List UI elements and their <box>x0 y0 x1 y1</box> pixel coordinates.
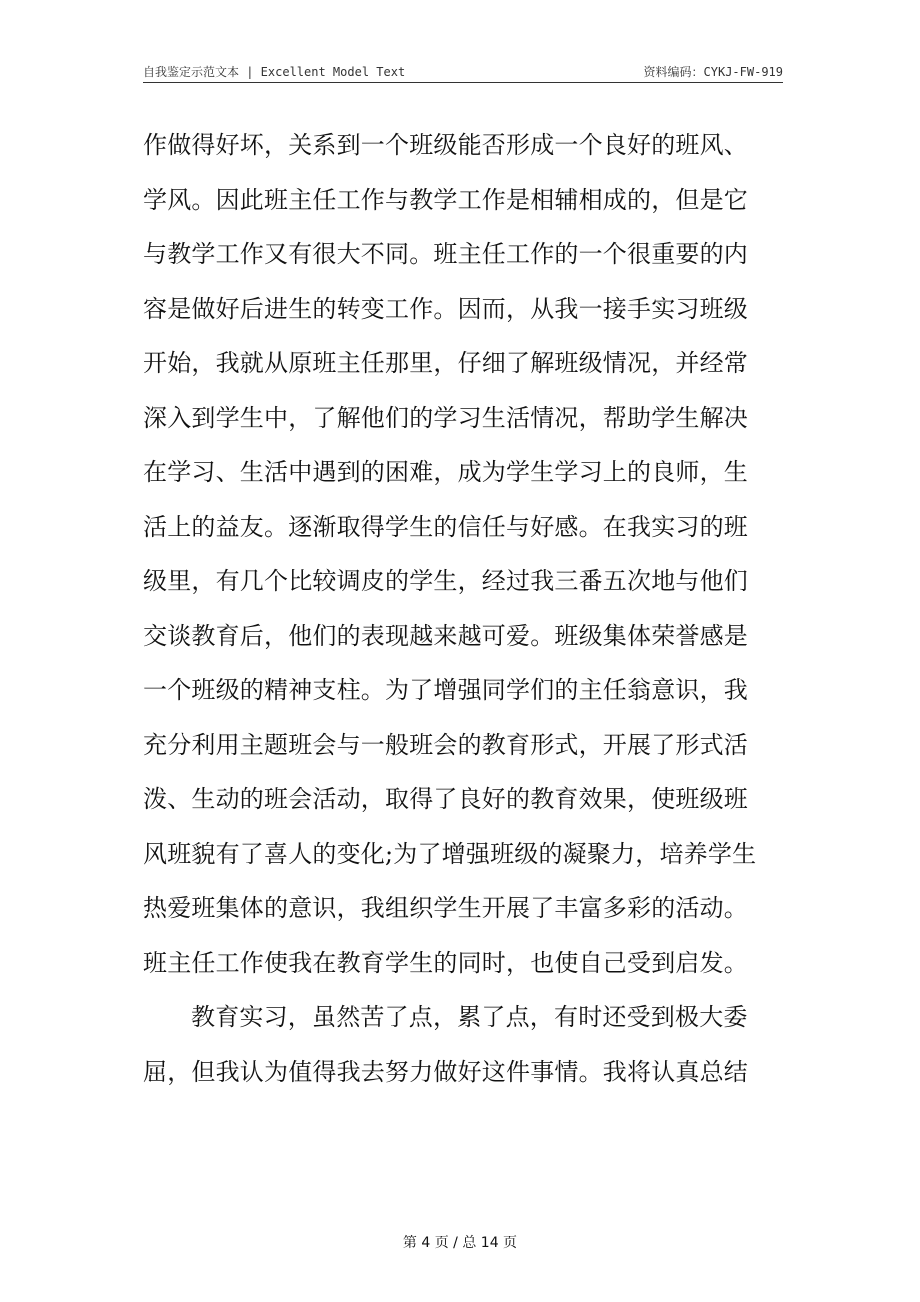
body-line: 热爱班集体的意识，我组织学生开展了丰富多彩的活动。 <box>143 894 748 922</box>
page-number: 第 4 页 / 总 14 页 <box>402 1235 518 1251</box>
body-line: 班主任工作使我在教育学生的同时，也使自己受到启发。 <box>143 948 748 977</box>
body-line: 学风。因此班主任工作与教学工作是相辅相成的，但是它 <box>143 185 748 214</box>
body-line: 泼、生动的班会活动，取得了良好的教育效果，使班级班 <box>143 785 748 813</box>
body-line: 容是做好后进生的转变工作。因而，从我一接手实习班级 <box>143 294 748 323</box>
body-text <box>143 118 783 1099</box>
header-doc-code: 资料编码：CYKJ-FW-919 <box>643 65 783 79</box>
body-line: 开始，我就从原班主任那里，仔细了解班级情况，并经常 <box>143 349 748 377</box>
body-line: 屈，但我认为值得我去努力做好这件事情。我将认真总结 <box>143 1057 748 1086</box>
paragraph-start-line: 教育实习，虽然苦了点，累了点，有时还受到极大委 <box>191 1003 748 1031</box>
body-line: 一个班级的精神支柱。为了增强同学们的主任翁意识，我 <box>143 676 748 704</box>
body-line: 深入到学生中，了解他们的学习生活情况，帮助学生解决 <box>143 403 748 432</box>
body-line: 风班貌有了喜人的变化;为了增强班级的凝聚力，培养学生 <box>143 839 757 868</box>
body-line: 交谈教育后，他们的表现越来越可爱。班级集体荣誉感是 <box>143 621 748 650</box>
body-line: 与教学工作又有很大不同。班主任工作的一个很重要的内 <box>143 240 748 268</box>
page-header <box>143 60 783 83</box>
header-title: 自我鉴定示范文本 | Excellent Model Text <box>143 65 406 79</box>
body-line: 充分利用主题班会与一般班会的教育形式，开展了形式活 <box>143 730 748 759</box>
body-line: 活上的益友。逐渐取得学生的信任与好感。在我实习的班 <box>143 512 748 541</box>
body-line: 在学习、生活中遇到的困难，成为学生学习上的良师，生 <box>143 458 748 486</box>
body-line: 级里，有几个比较调皮的学生，经过我三番五次地与他们 <box>143 567 748 595</box>
body-line: 作做得好坏，关系到一个班级能否形成一个良好的班风、 <box>143 131 748 159</box>
